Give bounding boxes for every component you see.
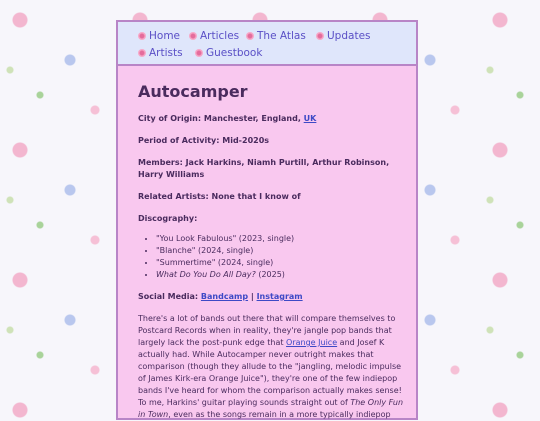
nav-updates-link[interactable] xyxy=(316,30,371,46)
body-italic-title: The Only Fun in Town xyxy=(138,398,404,419)
nav-updates-label: Updates xyxy=(327,30,371,42)
album-title: What Do You Do All Day? xyxy=(156,270,256,279)
flower-icon xyxy=(246,32,254,40)
nav-articles-label: Articles xyxy=(200,30,240,42)
flower-icon xyxy=(138,49,146,57)
album-year: (2025) xyxy=(258,270,285,279)
bandcamp-link[interactable]: Bandcamp xyxy=(200,292,249,301)
nav-artists-link[interactable] xyxy=(138,47,183,63)
nav-guestbook-link[interactable] xyxy=(195,47,262,63)
members-label: Members: xyxy=(138,158,183,167)
nav-bar xyxy=(118,22,416,66)
related-value: None that I know of xyxy=(211,192,301,201)
nav-home-label: Home xyxy=(149,30,181,42)
discography-item: • "You Look Fabulous" (2023, single) xyxy=(156,233,410,245)
discography-item: • "Summertime" (2024, single) xyxy=(156,257,410,269)
nav-artists-label: Artists xyxy=(149,47,183,59)
flower-icon xyxy=(316,32,324,40)
origin-uk-link[interactable]: UK xyxy=(303,114,317,123)
members-line xyxy=(138,157,410,181)
flower-icon xyxy=(195,49,203,57)
instagram-link[interactable]: Instagram xyxy=(256,292,303,301)
main-panel xyxy=(116,20,418,420)
nav-articles-link[interactable] xyxy=(189,30,239,46)
nav-guestbook-label: Guestbook xyxy=(206,47,263,59)
origin-line xyxy=(138,113,410,125)
period-line xyxy=(138,135,410,147)
social-label: Social Media: xyxy=(138,292,199,301)
nav-atlas-link[interactable] xyxy=(246,30,306,46)
discography-list xyxy=(138,233,410,281)
social-line xyxy=(138,291,410,303)
origin-label: City of Origin: xyxy=(138,114,202,123)
social-separator: | xyxy=(250,292,254,301)
origin-value: Manchester, England, xyxy=(203,114,301,123)
discography-label: Discography: xyxy=(138,214,198,223)
period-label: Period of Activity: xyxy=(138,136,220,145)
page-title: Autocamper xyxy=(138,82,248,101)
flower-icon xyxy=(189,32,197,40)
period-value: Mid-2020s xyxy=(222,136,270,145)
related-line xyxy=(138,191,410,203)
members-value: Jack Harkins, Niamh Purtill, Arthur Robinson, Harry Williams xyxy=(138,158,390,179)
related-label: Related Artists: xyxy=(138,192,209,201)
article-content xyxy=(138,82,410,421)
nav-atlas-label: The Atlas xyxy=(257,30,306,42)
discography-item: • "Blanche" (2024, single) xyxy=(156,245,410,257)
body-text-1: There's a lot of bands out there that will compare themselves to Postcard Records when in reality, they're jangle pop bands that largely lack the post-punk edge that xyxy=(138,314,396,347)
body-text-3: , even as the songs remain in a more typically indiepop xyxy=(168,410,391,419)
nav-home-link[interactable] xyxy=(138,30,180,46)
orange-juice-link[interactable]: Orange Juice xyxy=(286,338,338,347)
body-text-2: and Josef K actually had. While Autocamper never outright makes that comparison (though they allude to the "jangling, melodic impulse of James Kirk-era Orange Juice"), they're one of the few indiepop bands I've heard for whom the comparison actually makes sense! To me, Harkins' guitar playing sounds straight out of xyxy=(138,338,402,407)
flower-icon xyxy=(138,32,146,40)
discography-item xyxy=(156,269,410,281)
